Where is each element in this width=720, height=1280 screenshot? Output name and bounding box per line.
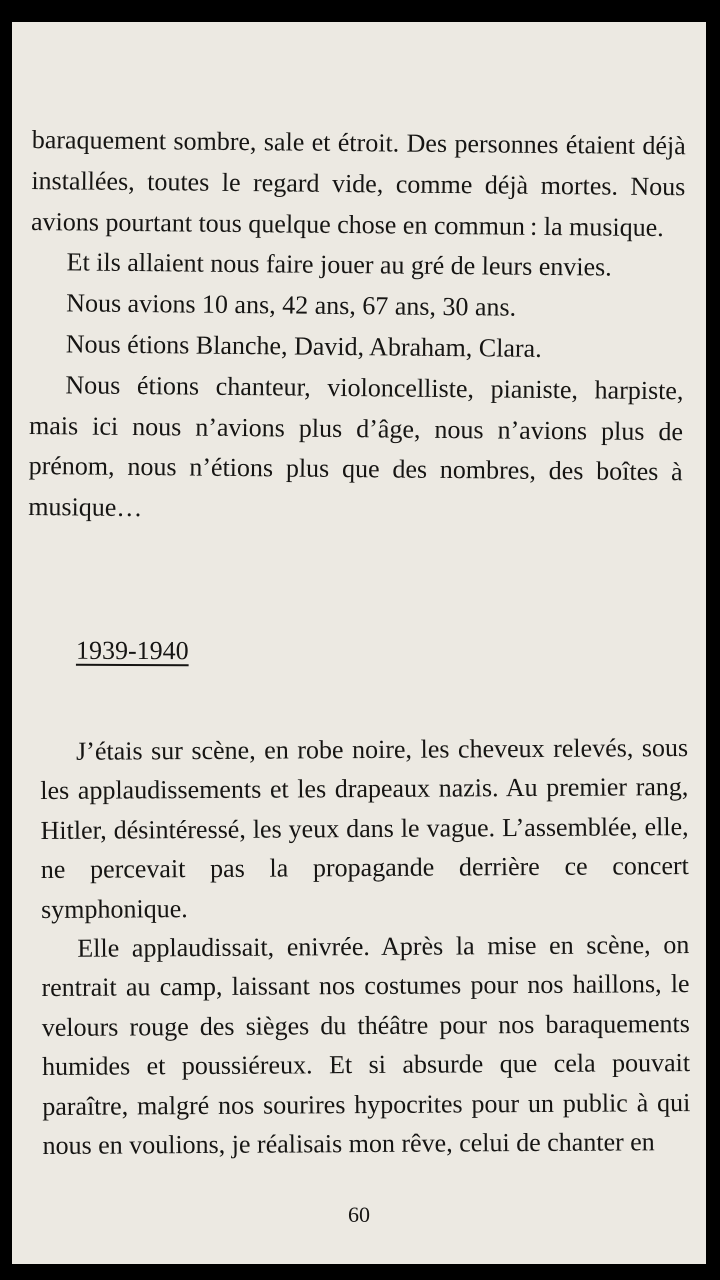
paragraph: J’étais sur scène, en robe noire, les cheveux relevés, sous les applaudissements et les drapeaux nazis. Au premier rang, Hitler, désintéressé, les yeux dans le vague. L’assemblée, elle, ne percevait pas la propagande derrière ce concert symphonique. [40,733,689,924]
paragraph: Nous avions 10 ans, 42 ans, 67 ans, 30 ans. [66,288,517,322]
paragraph: Et ils allaient nous faire jouer au gré de leurs envies. [66,247,612,282]
paragraph-continuation: baraquement sombre, sale et étroit. Des personnes étaient déjà installées, toutes le regard vide, comme déjà mortes. Nous avions pourtant tous quelque chose en commun : la musique. [30,124,686,242]
paragraph: Elle applaudissait, enivrée. Après la mise en scène, on rentrait au camp, laissant nos costumes pour nos haillons, le velours rouge des sièges du théâtre pour nos baraquements humides et poussiéreux. Et si absurde que cela pouvait paraître, malgré nos sourires hypocrites pour un public à qui nous en voulions, je réalisais mon rêve, celui de chanter en [41,930,691,1161]
paragraph: Nous étions Blanche, David, Abraham, Clara. [65,329,542,363]
section-heading: 1939-1940 [75,635,189,666]
book-page [12,22,706,1264]
paragraph: Nous étions chanteur, violoncelliste, pianiste, harpiste, mais ici nous n’avions plus d’âge, nous n’avions plus de prénom, nous n’étions plus que des nombres, des boîtes à musique… [28,370,684,523]
text-section-top [28,120,686,534]
page-number: 60 [348,1202,370,1227]
text-section-bottom [40,728,691,1165]
